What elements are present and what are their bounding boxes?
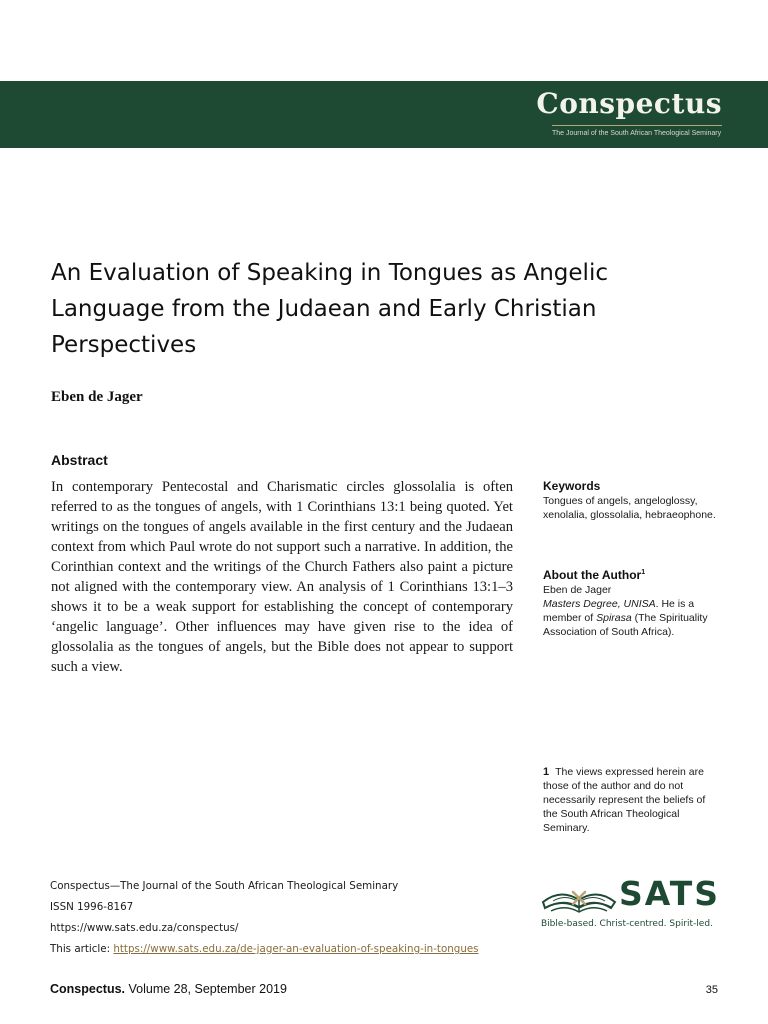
sats-tagline: Bible-based. Christ-centred. Spirit-led. bbox=[541, 919, 713, 929]
issn: ISSN 1996-8167 bbox=[50, 901, 134, 913]
article-author: Eben de Jager bbox=[51, 389, 143, 405]
journal-full-name: Conspectus—The Journal of the South African Theological Seminary bbox=[50, 880, 399, 892]
open-bible-icon bbox=[539, 880, 617, 920]
about-author-name: Eben de Jager bbox=[543, 584, 612, 596]
publication-info bbox=[50, 878, 479, 962]
sats-wordmark: SATS bbox=[619, 874, 721, 913]
footnote-text: The views expressed herein are those of the author and do not necessarily represent the beliefs of the South African Theological Seminary. bbox=[543, 766, 706, 834]
about-author-heading-text: About the Author bbox=[543, 568, 642, 582]
article-link[interactable]: https://www.sats.edu.za/de-jager-an-evaluation-of-speaking-in-tongues bbox=[113, 943, 479, 955]
footer-volume-text: Volume 28, September 2019 bbox=[125, 982, 287, 996]
sats-logo bbox=[539, 874, 729, 934]
footer-brand: Conspectus. bbox=[50, 982, 126, 996]
keywords-heading: Keywords bbox=[543, 479, 601, 493]
footnote bbox=[543, 765, 721, 835]
author-organisation: Spirasa bbox=[596, 612, 632, 624]
journal-banner bbox=[0, 81, 768, 148]
footnote-marker[interactable]: 1 bbox=[641, 569, 646, 576]
author-bio-part-1: . He is a member of bbox=[543, 598, 695, 624]
keywords-text: Tongues of angels, angeloglossy, xenolalia, glossolalia, hebraeophone. bbox=[543, 495, 716, 521]
page-number: 35 bbox=[705, 984, 718, 996]
about-author-section bbox=[543, 566, 733, 639]
about-author-heading bbox=[543, 566, 733, 582]
article-link-line bbox=[50, 941, 479, 962]
journal-tagline: The Journal of the South African Theological Seminary bbox=[552, 130, 722, 137]
journal-name: Conspectus bbox=[536, 87, 722, 120]
article-title: An Evaluation of Speaking in Tongues as Angelic Language from the Judaean and Early Christian Perspectives bbox=[51, 260, 608, 358]
keywords-section bbox=[543, 479, 733, 522]
footnote-number: 1 bbox=[543, 766, 550, 778]
abstract-heading: Abstract bbox=[51, 452, 108, 468]
article-link-label: This article: bbox=[50, 943, 114, 955]
journal-rule bbox=[552, 125, 722, 126]
author-degree: Masters Degree, UNISA bbox=[543, 598, 656, 610]
abstract-body: In contemporary Pentecostal and Charismatic circles glossolalia is often referred to as the tongues of angels, with 1 Corinthians 13:1 being quoted. Yet writings on the tongues of angels available in the first century and the Judaean context from which Paul wrote do not support such a narrative. In addition, the Corinthian context and the writings of the Church Fathers also paint a picture not aligned with the contemporary view. An analysis of 1 Corinthians 13:1–3 shows it to be a weak support for establishing the concept of contemporary ‘angelic language’. Other influences may have given rise to the idea of glossolalia as the tongues of angels, but the Bible does not appear to support such a view. bbox=[51, 479, 513, 675]
about-author-bio bbox=[543, 597, 733, 639]
journal-url[interactable]: https://www.sats.edu.za/conspectus/ bbox=[50, 922, 239, 934]
footer-volume bbox=[50, 982, 287, 996]
author-bio-part-2: (The Spirituality Association of South Africa). bbox=[543, 612, 708, 638]
